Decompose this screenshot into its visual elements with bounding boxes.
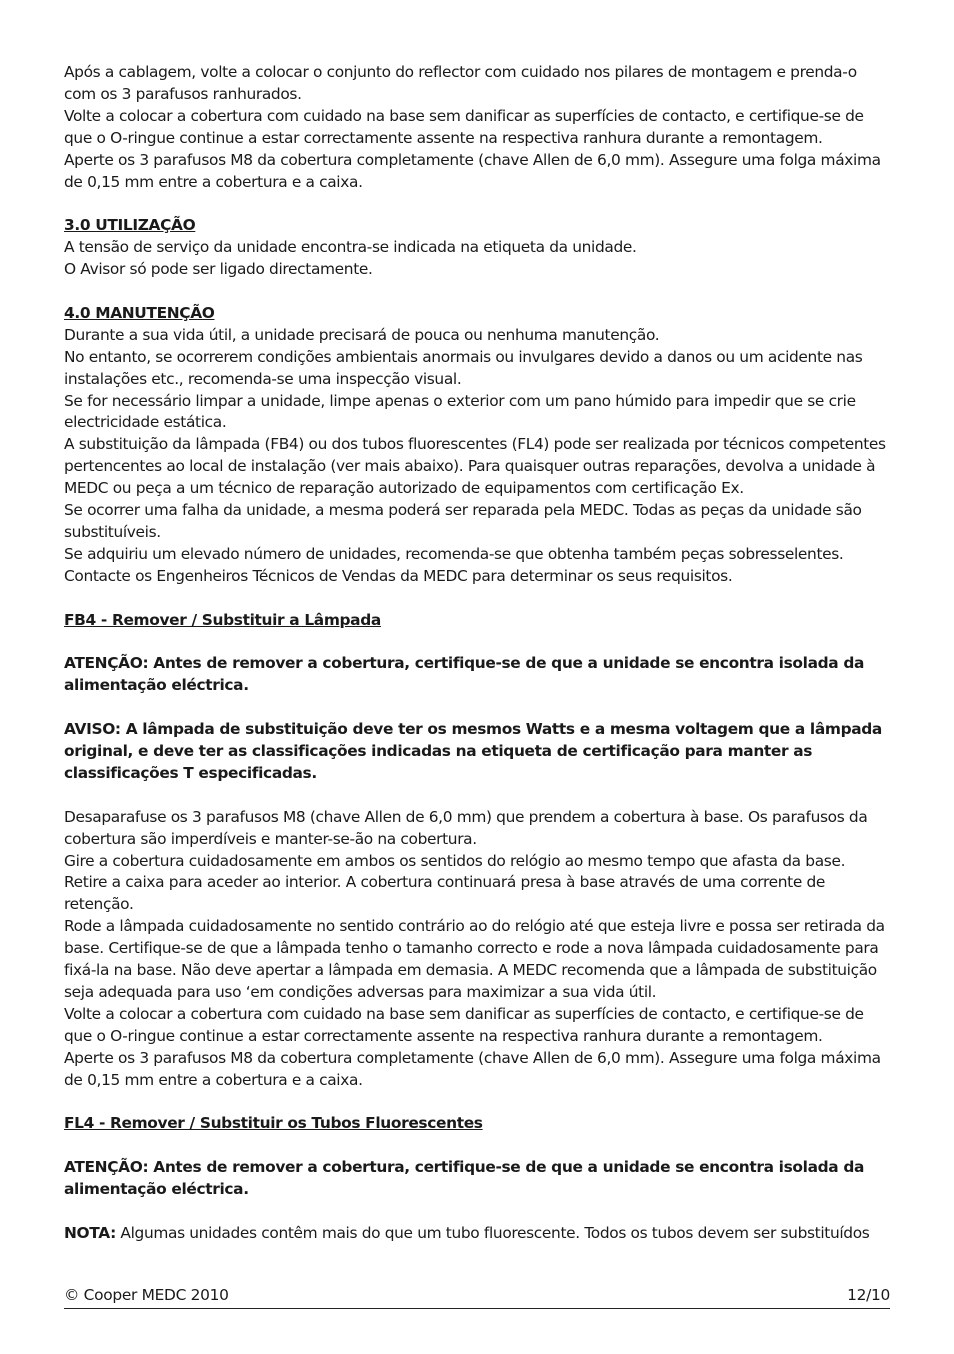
paragraph: A tensão de serviço da unidade encontra-se indicada na etiqueta da unidade.: [64, 238, 637, 257]
paragraph: Se adquiriu um elevado número de unidades, recomenda-se que obtenha também peças sobresselentes.: [64, 544, 844, 563]
paragraph: Desaparafuse os 3 parafusos M8 (chave Allen de 6,0 mm) que prendem a cobertura à base. Os parafusos da cobertura são imperdíveis e manter-se-ão na cobertura.: [64, 807, 868, 848]
attention-notice: ATENÇÃO: Antes de remover a cobertura, certifique-se de que a unidade se encontra isolada da alimentação eléctrica.: [64, 1158, 865, 1199]
paragraph: Aperte os 3 parafusos M8 da cobertura completamente (chave Allen de 6,0 mm). Assegure uma folga máxima de 0,15 mm entre a cobertura e a caixa.: [64, 1048, 881, 1089]
page-footer: [64, 1285, 890, 1305]
paragraph: Após a cablagem, volte a colocar o conjunto do reflector com cuidado nos pilares de montagem e prenda-o com os 3 parafusos ranhurados.: [64, 63, 857, 103]
paragraph: Contacte os Engenheiros Técnicos de Vendas da MEDC para determinar os seus requisitos.: [64, 566, 733, 585]
copyright-text: © Cooper MEDC 2010: [64, 1286, 229, 1304]
paragraph: Volte a colocar a cobertura com cuidado na base sem danificar as superfícies de contacto, e certifique-se de que o O-ringue continue a estar correctamente assente na respectiva ranhura durante a remontagem.: [64, 1004, 864, 1045]
section-heading-manutencao: 4.0 MANUTENÇÃO: [64, 303, 215, 322]
paragraph: Se ocorrer uma falha da unidade, a mesma poderá ser reparada pela MEDC. Todas as peças da unidade são substituíveis.: [64, 501, 862, 541]
paragraph: Se for necessário limpar a unidade, limpe apenas o exterior com um pano húmido para impedir que se crie electricidade estática.: [64, 391, 856, 432]
footer-divider: [64, 1308, 890, 1309]
attention-notice: ATENÇÃO: Antes de remover a cobertura, certifique-se de que a unidade se encontra isolada da alimentação eléctrica.: [64, 654, 865, 695]
note-paragraph: [64, 1223, 890, 1245]
note-text: Algumas unidades contêm mais do que um tubo fluorescente. Todos os tubos devem ser substituídos: [115, 1223, 870, 1242]
note-label: NOTA:: [64, 1223, 116, 1242]
paragraph: Gire a cobertura cuidadosamente em ambos os sentidos do relógio ao mesmo tempo que afasta da base. Retire a caixa para aceder ao interior. A cobertura continuará presa à base através de uma corrente de retenção.: [64, 851, 846, 914]
paragraph: Durante a sua vida útil, a unidade precisará de pouca ou nenhuma manutenção.: [64, 325, 660, 344]
section-heading-fl4: FL4 - Remover / Substituir os Tubos Fluorescentes: [64, 1114, 483, 1133]
section-heading-utilizacao: 3.0 UTILIZAÇÃO: [64, 216, 196, 235]
paragraph: A substituição da lâmpada (FB4) ou dos tubos fluorescentes (FL4) pode ser realizada por técnicos competentes pertencentes ao local de instalação (ver mais abaixo). Para quaisquer outras reparações, devolva a unidade à MEDC ou peça a um técnico de reparação autorizado de equipamentos com certificação Ex.: [64, 435, 886, 498]
paragraph: Volte a colocar a cobertura com cuidado na base sem danificar as superfícies de contacto, e certifique-se de que o O-ringue continue a estar correctamente assente na respectiva ranhura durante a remontagem.: [64, 106, 864, 147]
section-heading-fb4: FB4 - Remover / Substituir a Lâmpada: [64, 610, 381, 629]
paragraph: O Avisor só pode ser ligado directamente.: [64, 260, 373, 279]
paragraph: No entanto, se ocorrerem condições ambientais anormais ou invulgares devido a danos ou um acidente nas instalações etc., recomenda-se uma inspecção visual.: [64, 347, 863, 388]
paragraph: Rode a lâmpada cuidadosamente no sentido contrário ao do relógio até que esteja livre e possa ser retirada da base. Certifique-se de que a lâmpada tenho o tamanho correcto e rode a nova lâmpada cuidadosamente para fixá-la na base. Não deve apertar a lâmpada em demasia. A MEDC recomenda que a lâmpada de substituição seja adequada para uso ‘em condições adversas para maximizar a sua vida útil.: [64, 917, 885, 1001]
document-body: [64, 62, 890, 1245]
page-number: 12/10: [847, 1286, 890, 1304]
paragraph: Aperte os 3 parafusos M8 da cobertura completamente (chave Allen de 6,0 mm). Assegure uma folga máxima de 0,15 mm entre a cobertura e a caixa.: [64, 150, 881, 191]
warning-notice: AVISO: A lâmpada de substituição deve ter os mesmos Watts e a mesma voltagem que a lâmpada original, e deve ter as classificações indicadas na etiqueta de certificação para manter as classificações T especificadas.: [64, 720, 882, 782]
